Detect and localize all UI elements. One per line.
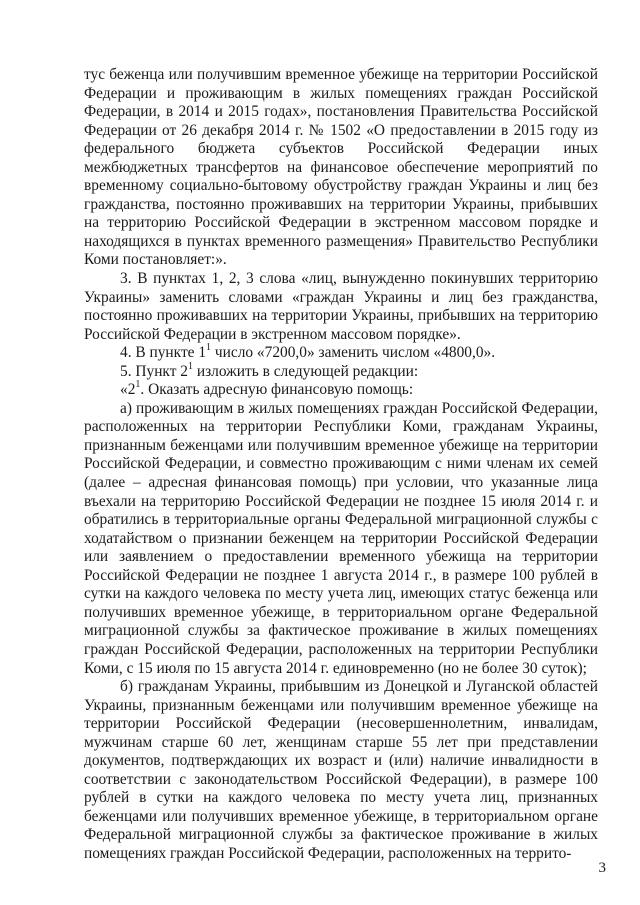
- item-5-text-end: изложить в следующей редакции:: [192, 362, 419, 380]
- quoted-point-text-start: «2: [120, 381, 136, 399]
- paragraph-subitem-b: б) гражданам Украины, прибывшим из Донецкой и Луганской областей Украины, признанным беженцами или получившим временное убежище на территории Российской Федерации (несовершеннолетним, инвалидам, мужчинам старше 60 лет, женщинам старше 55 лет при представлении документов, подтверждающих их возраст и (или) наличие инвалидности в соответствии с законодательством Российской Федерации), в размере 100 рублей в сутки на каждого человека по месту учета лиц, признанных беженцами или получивших временное убежище, в территориальном органе Федеральной миграционной службы за фактическое проживание в жилых помещениях граждан Российской Федерации, расположенных на террито-: [84, 678, 598, 862]
- item-4-text-start: 4. В пункте 1: [120, 344, 207, 362]
- paragraph-item-3: 3. В пунктах 1, 2, 3 слова «лиц, вынужденно покинувших территорию Украины» заменить словами «граждан Украины и лиц без гражданства, постоянно проживавших на территории Украины, прибывших на территорию Российской Федерации в экстренном массовом порядке».: [84, 270, 598, 343]
- paragraph-item-4: [84, 344, 598, 363]
- paragraph-subitem-a: а) проживающим в жилых помещениях граждан Российской Федерации, расположенных на территории Республики Коми, гражданам Украины, признанным беженцами или получившим временное убежище на территории Российской Федерации, и совместно проживающим с ними членам их семей (далее – адресная финансовая помощь) при условии, что указанные лица въехали на территорию Российской Федерации не позднее 15 июля 2014 г. и обратились в территориальные органы Федеральной миграционной службы с ходатайством о признании беженцем на территории Российской Федерации или заявлением о предоставлении временного убежища на территории Российской Федерации не позднее 1 августа 2014 г., в размере 100 рублей в сутки на каждого человека по месту учета лиц, имеющих статус беженца или получивших временное убежище, в территориальном органе Федеральной миграционной службы за фактическое проживание в жилых помещениях граждан Российской Федерации, расположенных на территории Республики Коми, с 15 июля по 15 августа 2014 г. единовременно (но не более 30 суток);: [84, 399, 598, 677]
- item-4-text-end: число «7200,0» заменить числом «4800,0».: [211, 344, 496, 362]
- quoted-point-superscript: 1: [135, 379, 141, 391]
- quoted-point-text-end: . Оказать адресную финансовую помощь:: [140, 381, 414, 399]
- paragraph-continuation: тус беженца или получившим временное убежище на территории Российской Федерации и проживающим в жилых помещениях граждан Российской Федерации, в 2014 и 2015 годах», постановления Правительства Российской Федерации от 26 декабря 2014 г. № 1502 «О предоставлении в 2015 году из федерального бюджета субъектов Российской Федерации иных межбюджетных трансфертов на финансовое обеспечение мероприятий по временному социально-бытовому обустройству граждан Украины и лиц без гражданства, постоянно проживавших на территории Украины, прибывших на территорию Российской Федерации в экстренном массовом порядке и находящихся в пунктах временного размещения» Правительство Республики Коми постановляет:».: [84, 66, 598, 269]
- document-body: [84, 66, 598, 864]
- item-5-text-start: 5. Пункт 2: [120, 362, 188, 380]
- item-5-superscript: 1: [187, 360, 193, 372]
- paragraph-item-5: [84, 360, 598, 382]
- item-4-superscript: 1: [206, 342, 212, 354]
- paragraph-quoted-point: [84, 381, 598, 400]
- page-number: 3: [598, 860, 606, 876]
